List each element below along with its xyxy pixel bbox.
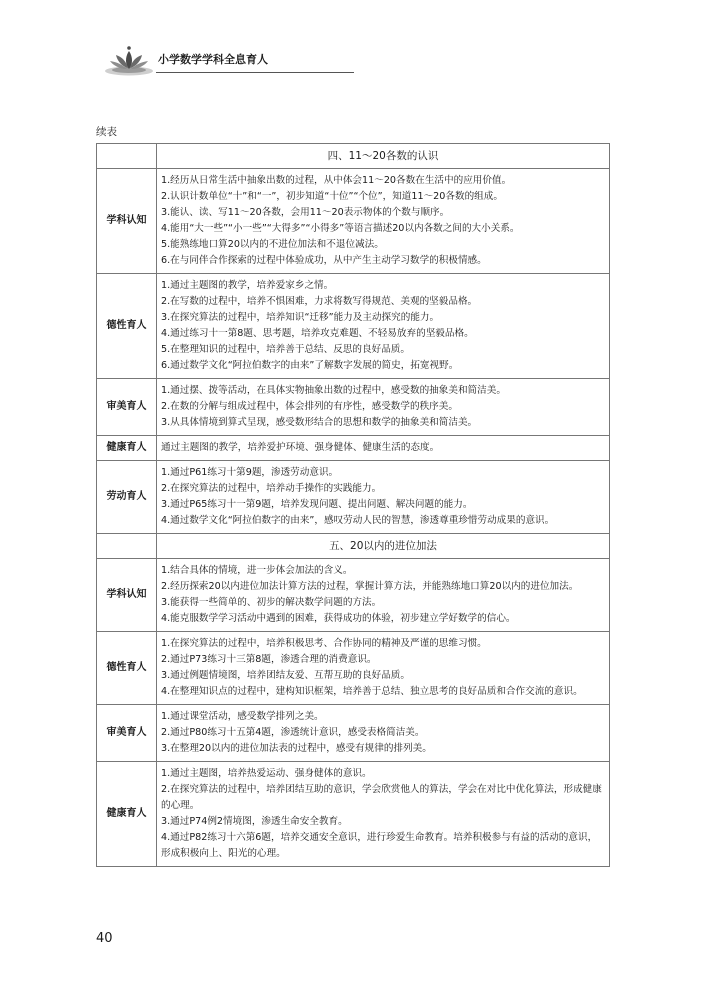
section-header-blank [97, 534, 157, 559]
header-title: 小学数学学科全息育人 [158, 53, 268, 66]
section-header-row [97, 144, 610, 169]
list-item: 2.通过P80练习十五第4题，渗透统计意识，感受表格简洁美。 [161, 727, 425, 738]
section-header-row [97, 534, 610, 559]
list-item: 1.通过摆、拨等活动，在具体实物抽象出数的过程中，感受数的抽象美和简洁美。 [161, 385, 506, 396]
category-cell: 学科认知 [97, 559, 157, 632]
section-title: 四、11～20各数的认识 [157, 144, 610, 169]
content-cell [157, 559, 610, 632]
list-item: 2.在写数的过程中，培养不惧困难，力求将数写得规范、美观的坚毅品格。 [161, 296, 478, 307]
list-item: 2.经历探索20以内进位加法计算方法的过程，掌握计算方法，并能熟练地口算20以内的进位加法。 [161, 581, 579, 592]
list-item: 4.通过数学文化“阿拉伯数字的由来”，感叹劳动人民的智慧，渗透尊重珍惜劳动成果的意识。 [161, 515, 555, 526]
table-row [97, 632, 610, 705]
table-row [97, 559, 610, 632]
table-row [97, 705, 610, 762]
content-cell [157, 169, 610, 274]
table-row [97, 274, 610, 379]
table-row [97, 169, 610, 274]
list-item: 2.在探究算法的过程中，培养动手操作的实践能力。 [161, 483, 382, 494]
running-header [100, 38, 355, 78]
list-item: 2.通过P73练习十三第8题，渗透合理的消费意识。 [161, 654, 377, 665]
category-cell: 审美育人 [97, 705, 157, 762]
list-item: 4.能用“大一些”“小一些”“大得多”“小得多”等语言描述20以内各数之间的大小关系。 [161, 223, 520, 234]
content-cell [157, 461, 610, 534]
continued-label: 续表 [96, 126, 117, 138]
list-item: 5.在整理知识的过程中，培养善于总结、反思的良好品质。 [161, 344, 410, 355]
section-header-blank [97, 144, 157, 169]
category-cell: 健康育人 [97, 436, 157, 461]
table-row [97, 436, 610, 461]
table-row [97, 762, 610, 867]
list-item: 1.通过主题图的教学，培养爱家乡之情。 [161, 280, 334, 291]
content-cell [157, 762, 610, 867]
header-rule [156, 72, 354, 73]
list-item: 1.在探究算法的过程中，培养积极思考、合作协同的精神及严谨的思维习惯。 [161, 638, 487, 649]
category-cell: 学科认知 [97, 169, 157, 274]
category-cell: 劳动育人 [97, 461, 157, 534]
table-row [97, 379, 610, 436]
category-cell: 德性育人 [97, 632, 157, 705]
list-item: 3.能获得一些简单的、初步的解决数学问题的方法。 [161, 597, 382, 608]
list-item: 2.认识计数单位“十”和“一”，初步知道“十位”“个位”，知道11～20各数的组成。 [161, 191, 503, 202]
goals-table [96, 143, 610, 867]
list-item: 3.从具体情境到算式呈现，感受数形结合的思想和数学的抽象美和简洁美。 [161, 417, 478, 428]
page-number: 40 [96, 931, 113, 946]
category-cell: 健康育人 [97, 762, 157, 867]
list-item: 3.能认、读、写11～20各数，会用11～20表示物体的个数与顺序。 [161, 207, 450, 218]
list-item: 1.通过P61练习十第9题，渗透劳动意识。 [161, 467, 339, 478]
list-item: 3.在探究算法的过程中，培养知识“迁移”能力及主动探究的能力。 [161, 312, 440, 323]
list-item: 3.通过例题情境图，培养团结友爱、互帮互助的良好品质。 [161, 670, 410, 681]
section-title: 五、20以内的进位加法 [157, 534, 610, 559]
content-cell [157, 436, 610, 461]
list-item: 1.通过课堂活动，感受数学排列之美。 [161, 711, 324, 722]
content-cell [157, 274, 610, 379]
list-item: 1.经历从日常生活中抽象出数的过程，从中体会11～20各数在生活中的应用价值。 [161, 175, 512, 186]
list-item: 3.在整理20以内的进位加法表的过程中，感受有规律的排列美。 [161, 743, 432, 754]
list-item: 2.在数的分解与组成过程中，体会排列的有序性，感受数学的秩序美。 [161, 401, 458, 412]
content-cell [157, 705, 610, 762]
list-item: 3.通过P74例2情境图，渗透生命安全教育。 [161, 816, 348, 827]
list-item: 6.通过数学文化“阿拉伯数字的由来”了解数字发展的简史，拓宽视野。 [161, 360, 459, 371]
list-item: 4.在整理知识点的过程中，建构知识框架，培养善于总结、独立思考的良好品质和合作交流的意识。 [161, 686, 583, 697]
list-item: 1.通过主题图，培养热爱运动、强身健体的意识。 [161, 768, 372, 779]
list-item: 通过主题图的教学，培养爱护环境、强身健体、健康生活的态度。 [161, 442, 440, 453]
content-cell [157, 379, 610, 436]
list-item: 4.通过P82练习十六第6题，培养交通安全意识，进行珍爱生命教育。培养积极参与有益的活动的意识，形成积极向上、阳光的心理。 [161, 832, 598, 859]
category-cell: 德性育人 [97, 274, 157, 379]
list-item: 6.在与同伴合作探索的过程中体验成功，从中产生主动学习数学的积极情感。 [161, 255, 487, 266]
table-row [97, 461, 610, 534]
list-item: 3.通过P65练习十一第9题，培养发现问题、提出问题、解决问题的能力。 [161, 499, 473, 510]
list-item: 5.能熟练地口算20以内的不进位加法和不退位减法。 [161, 239, 384, 250]
list-item: 1.结合具体的情境，进一步体会加法的含义。 [161, 565, 353, 576]
category-cell: 审美育人 [97, 379, 157, 436]
content-cell [157, 632, 610, 705]
list-item: 4.通过练习十一第8题、思考题，培养攻克难题、不轻易放弃的坚毅品格。 [161, 328, 474, 339]
list-item: 4.能克服数学学习活动中遇到的困难，获得成功的体验，初步建立学好数学的信心。 [161, 613, 516, 624]
lotus-logo-icon [104, 44, 154, 76]
list-item: 2.在探究算法的过程中，培养团结互助的意识，学会欣赏他人的算法，学会在对比中优化算法，形成健康的心理。 [161, 784, 602, 811]
